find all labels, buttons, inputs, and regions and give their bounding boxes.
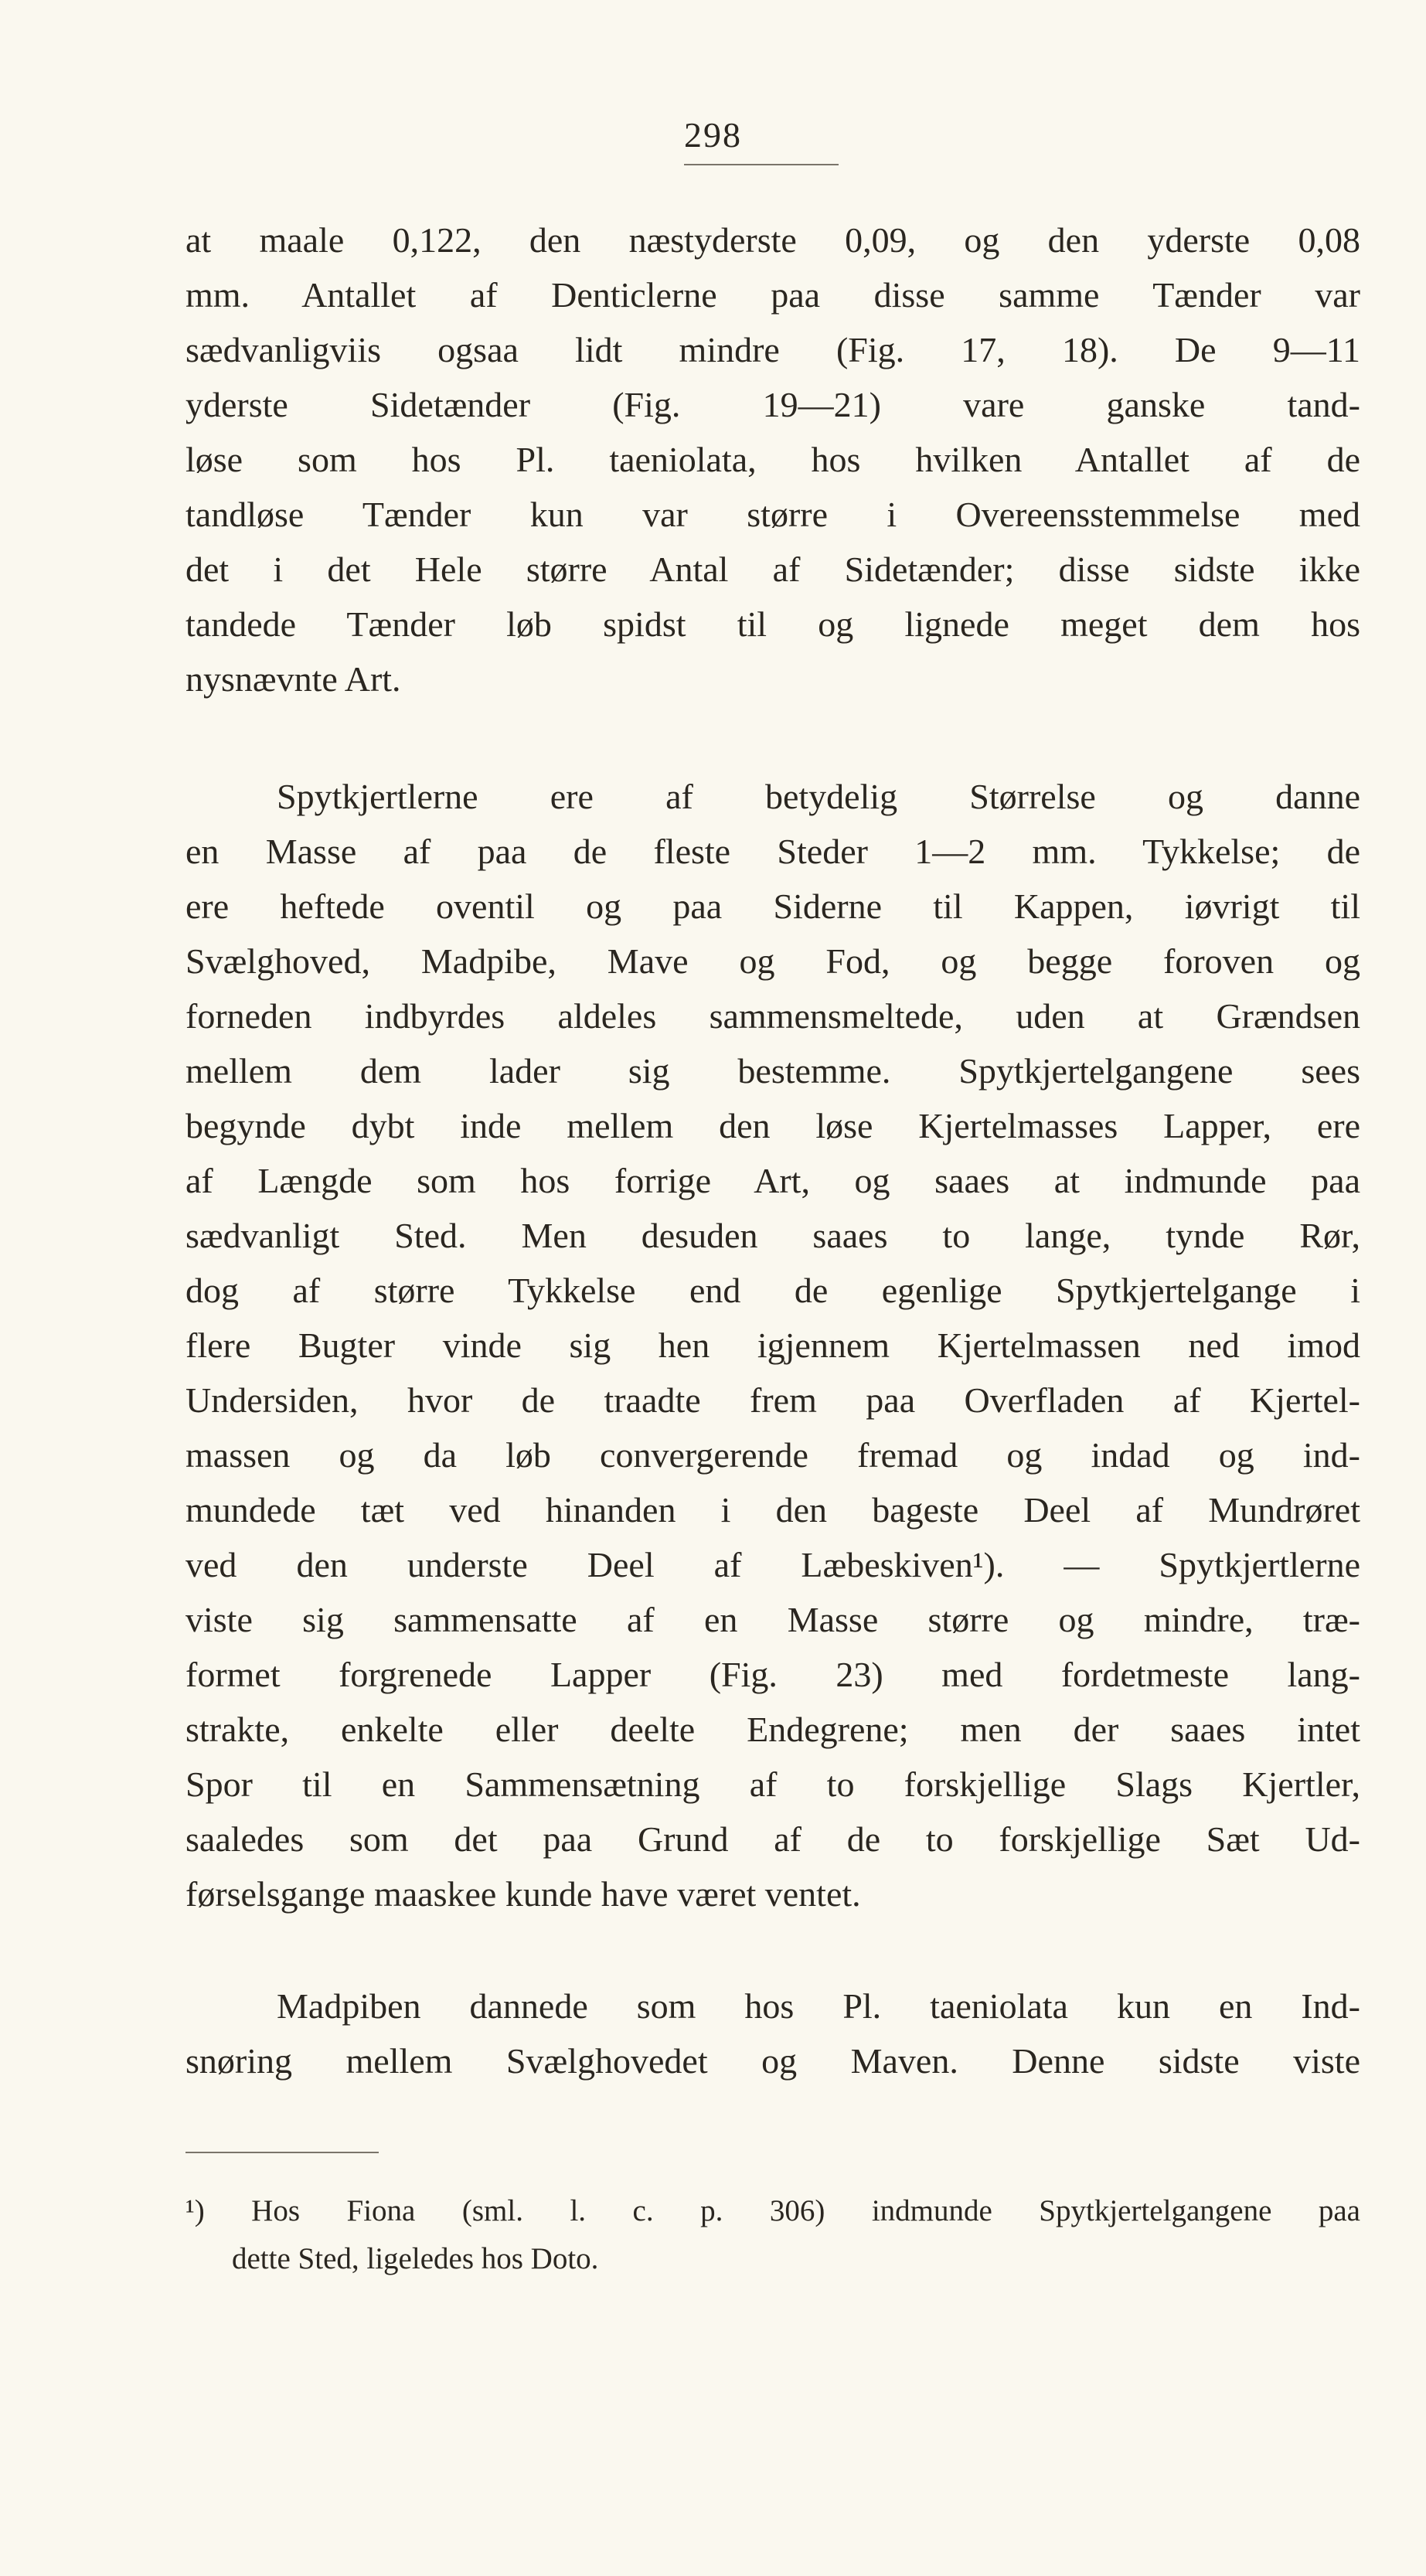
- text-line: mellem dem lader sig bestemme. Spytkjertelgangene sees: [185, 1051, 1360, 1091]
- page-number: 298: [684, 115, 742, 155]
- text-line: ved den underste Deel af Læbeskiven¹). — Spytkjertlerne: [185, 1545, 1360, 1584]
- text-line: sædvanligt Sted. Men desuden saaes to lange, tynde Rør,: [185, 1216, 1360, 1255]
- text-line: flere Bugter vinde sig hen igjennem Kjertelmassen ned imod: [185, 1325, 1360, 1365]
- page-number-rule: [684, 164, 839, 165]
- text-line: yderste Sidetænder (Fig. 19—21) vare ganske tand-: [185, 385, 1360, 424]
- text-line: Spor til en Sammensætning af to forskjellige Slags Kjertler,: [185, 1764, 1360, 1804]
- text-line: det i det Hele større Antal af Sidetænder; disse sidste ikke: [185, 550, 1360, 589]
- text-line: nysnævnte Art.: [185, 659, 401, 699]
- footnote: [185, 2187, 1360, 2283]
- paragraph-salivary-glands: [185, 769, 1360, 1921]
- text-line: formet forgrenede Lapper (Fig. 23) med fordetmeste lang-: [185, 1655, 1360, 1694]
- text-line: Spytkjertlerne ere af betydelig Størrelse og danne: [277, 777, 1360, 816]
- text-line: en Masse af paa de fleste Steder 1—2 mm. Tykkelse; de: [185, 832, 1360, 871]
- text-line: mundede tæt ved hinanden i den bageste Deel af Mundrøret: [185, 1490, 1360, 1530]
- text-line: tandløse Tænder kun var større i Overeensstemmelse med: [185, 495, 1360, 534]
- text-line: snøring mellem Svælghovedet og Maven. Denne sidste viste: [185, 2041, 1360, 2081]
- footnote-line: dette Sted, ligeledes hos Doto.: [232, 2242, 599, 2275]
- text-line: førselsgange maaskee kunde have været ventet.: [185, 1874, 861, 1914]
- text-line: viste sig sammensatte af en Masse større og mindre, træ-: [185, 1600, 1360, 1639]
- text-line: strakte, enkelte eller deelte Endegrene; men der saaes intet: [185, 1710, 1360, 1749]
- footnote-rule: [185, 2152, 379, 2153]
- text-line: at maale 0,122, den næstyderste 0,09, og den yderste 0,08: [185, 220, 1360, 260]
- text-line: begynde dybt inde mellem den løse Kjertelmasses Lapper, ere: [185, 1106, 1360, 1145]
- paragraph-radula-teeth: [185, 213, 1360, 706]
- text-line: mm. Antallet af Denticlerne paa disse samme Tænder var: [185, 275, 1360, 315]
- text-line: af Længde som hos forrige Art, og saaes at indmunde paa: [185, 1161, 1360, 1200]
- text-line: massen og da løb convergerende fremad og indad og ind-: [185, 1435, 1360, 1475]
- text-line: ere heftede oventil og paa Siderne til Kappen, iøvrigt til: [185, 886, 1360, 926]
- text-line: Svælghoved, Madpibe, Mave og Fod, og begge foroven og: [185, 941, 1360, 981]
- text-line: Madpiben dannede som hos Pl. taeniolata kun en Ind-: [277, 1986, 1360, 2026]
- text-line: sædvanligviis ogsaa lidt mindre (Fig. 17, 18). De 9—11: [185, 330, 1360, 369]
- text-line: tandede Tænder løb spidst til og lignede meget dem hos: [185, 604, 1360, 644]
- text-line: dog af større Tykkelse end de egenlige Spytkjertelgange i: [185, 1271, 1360, 1310]
- text-line: saaledes som det paa Grund af de to forskjellige Sæt Ud-: [185, 1819, 1360, 1859]
- text-line: Undersiden, hvor de traadte frem paa Overfladen af Kjertel-: [185, 1380, 1360, 1420]
- text-line: forneden indbyrdes aldeles sammensmeltede, uden at Grændsen: [185, 996, 1360, 1036]
- footnote-line: ¹) Hos Fiona (sml. l. c. p. 306) indmunde Spytkjertelgangene paa: [185, 2194, 1360, 2227]
- text-line: løse som hos Pl. taeniolata, hos hvilken Antallet af de: [185, 440, 1360, 479]
- paragraph-oesophagus: [185, 1979, 1360, 2088]
